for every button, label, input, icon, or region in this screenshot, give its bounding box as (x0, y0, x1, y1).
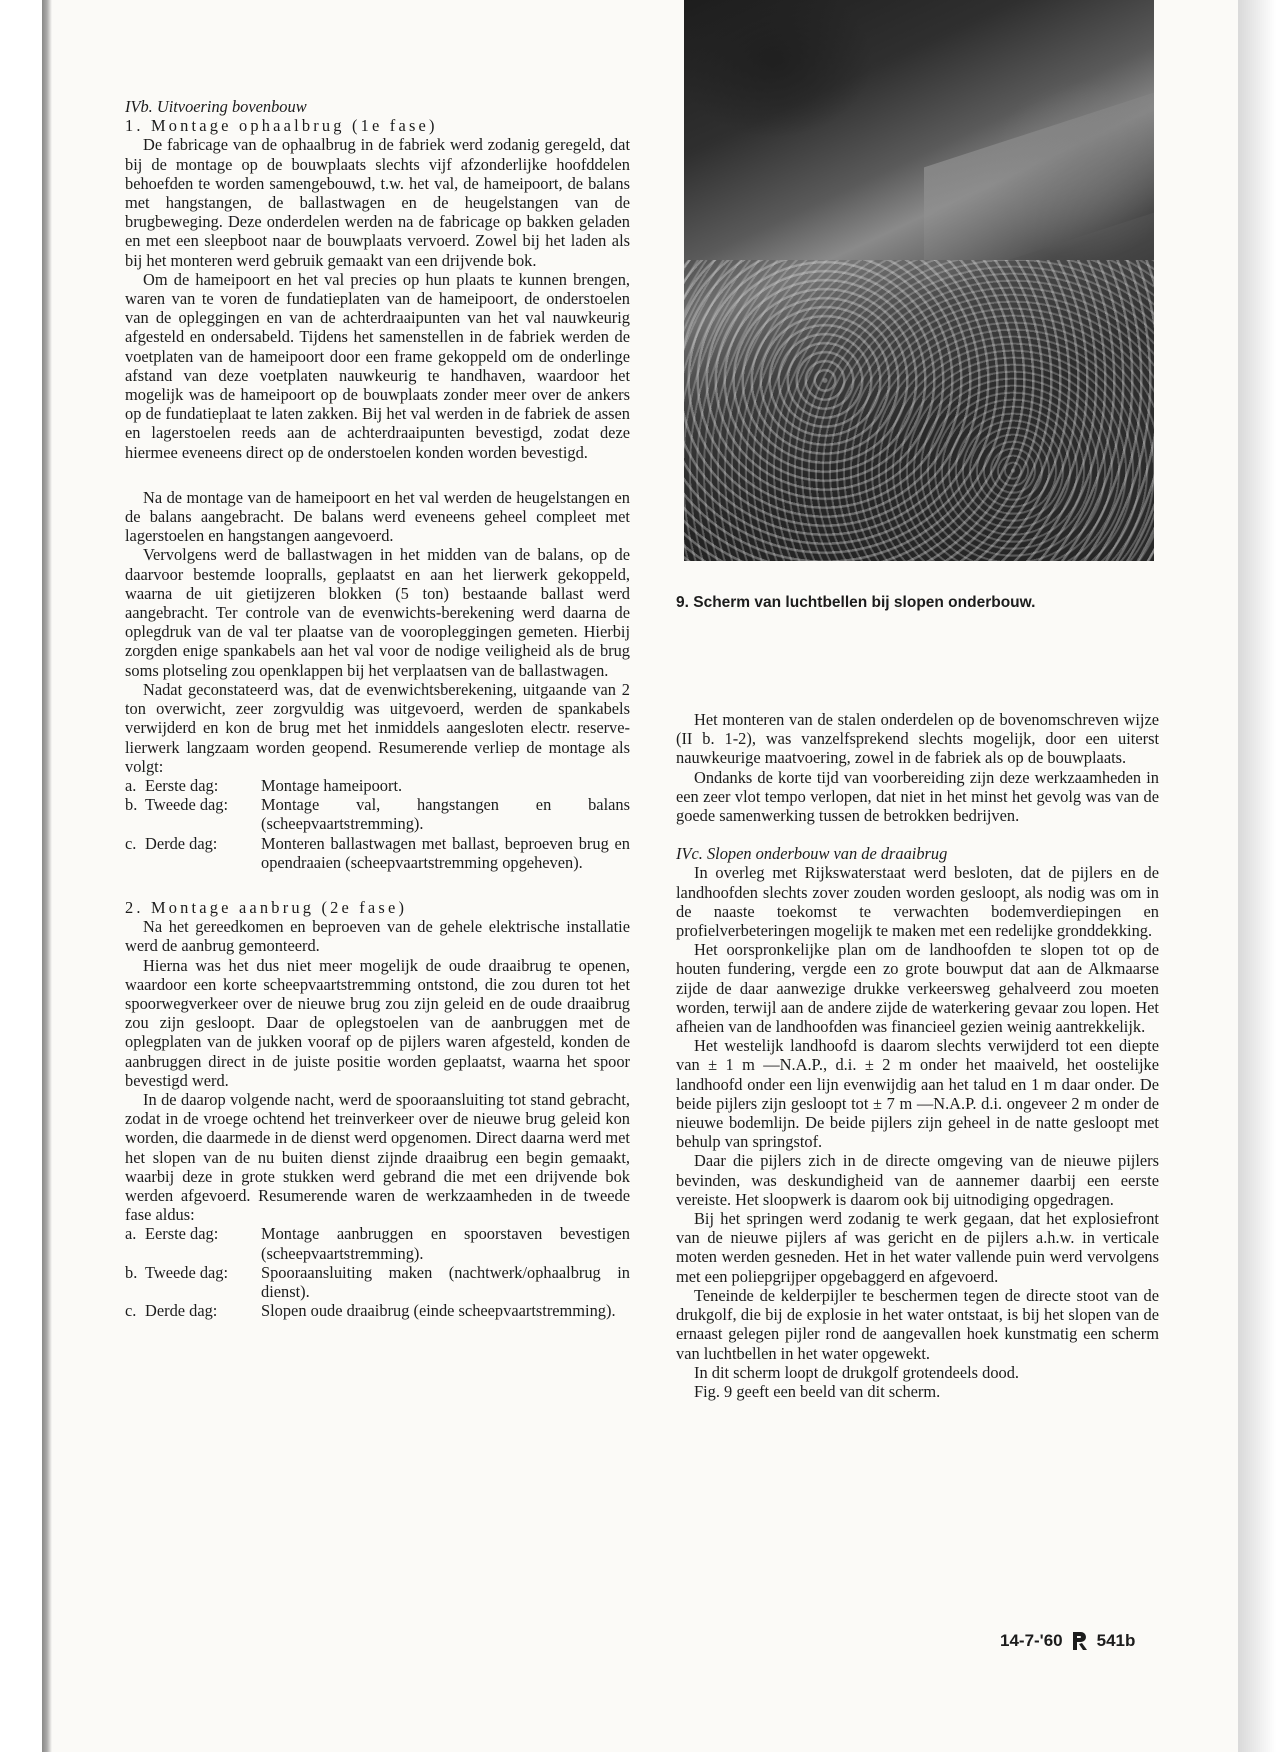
paragraph: Daar die pijlers zich in de directe omgeving van de nieuwe pijlers bevinden, was deskundigheid van de aannemer daarbij een eerste vereiste. Het sloopwerk is daarom ook bij uitnodiging opgedragen. (676, 1151, 1159, 1209)
schedule-text: Monteren ballastwagen met ballast, beproeven brug en opendraaien (scheepvaartstremming opgeheven). (261, 833, 630, 872)
schedule-row (125, 1301, 630, 1320)
paragraph: Nadat geconstateerd was, dat de evenwichtsberekening, uitgaande van 2 ton overwicht, zeer zorgvuldig was uitgevoerd, werden de spankabels verwijderd en kon de brug met het inmiddels aangesloten electr. reserve-lierwerk langzaam worden geopend. Resumerende verliep de montage als volgt: (125, 679, 630, 776)
photo-air-bubble-screen (684, 260, 1154, 561)
paragraph: In overleg met Rijkswaterstaat werd besloten, dat de pijlers en de landhoofden slechts zover zouden worden gesloopt, als nodig was om in de naaste toekomst te verwachten bodemverdiepingen en profielverbeteringen mogelijk te maken met een redelijke gronddekking. (676, 863, 1159, 941)
schedule-row (125, 834, 630, 872)
paragraph: Het oorspronkelijke plan om de landhoofden te slopen tot op de houten fundering, vergde een zo grote bouwput dat aan de Alkmaarse zijde de daar aanwezige drukke verkeersweg gehalveerd zou moeten worden, terwijl aan de andere zijde de waterkering gevaar zou lopen. Het afheien van de landhoofden was financieel gezien weinig aantrekkelijk. (676, 940, 1159, 1037)
paragraph: Hierna was het dus niet meer mogelijk de oude draaibrug te openen, waardoor een korte scheepvaartstremming ontstond, die zou duren tot het spoorwegverkeer over de nieuwe brug zou zijn geleid en de oude draaibrug zou zijn gesloopt. Daar de oplegstoelen van de aanbruggen met de oplegplaten van de jukken vooraf op de pijlers waren afgesteld, konden de aanbruggen direct in de juiste positie worden geplaatst, waarna het spoor bevestigd werd. (125, 955, 630, 1090)
schedule-day: Eerste dag: (145, 1224, 219, 1244)
publisher-logo-icon (1071, 1631, 1089, 1651)
paragraph: Teneinde de kelderpijler te beschermen tegen de directe stoot van de drukgolf, die bij de explosie in het water ontstaat, is bij het slopen van de ernaast gelegen pijler rond de aangevallen hoek kunstmatig een scherm van luchtbellen in het water opgewekt. (676, 1285, 1159, 1363)
schedule-row (125, 795, 630, 833)
footer-date: 14-7-'60 (1000, 1631, 1063, 1650)
heading-montage-ophaalbrug: 1. Montage ophaalbrug (1e fase) (125, 116, 438, 136)
paragraph: In de daarop volgende nacht, werd de spooraansluiting tot stand gebracht, zodat in de vroege ochtend het treinverkeer over de nieuwe brug geleid kon worden, die daarmede in de dienst werd opgenomen. Direct daarna werd met het slopen van de nu buiten dienst zijnde draaibrug een begin gemaakt, waarbij deze in grote stukken werd gebrand die met een drijvende bok werden afgevoerd. Resumerende waren de werkzaamheden in de tweede fase aldus: (125, 1089, 630, 1225)
page-left-edge-shadow (42, 0, 52, 1752)
paragraph: Om de hameipoort en het val precies op hun plaats te kunnen brengen, waren van te voren de fundatieplaten van de hameipoort, de onderstoelen van de opleggingen en van de achterdraaipunten van het val nauwkeurig afgesteld en ondersabeld. Tijdens het samenstellen in de fabriek werden de voetplaten van de hameipoort door een frame gekoppeld om de onderlinge afstand van deze voetplaten nauwkeurig te handhaven, waardoor het mogelijk was de hameipoort op de bouwplaats zonder meer over de ankers op de fundatieplaat te laten zakken. Bij het val werden in de fabriek de assen en lagerstoelen reeds aan de achterdraaipunten bevestigd, zodat deze hiermee eveneens direct op de onderstoelen konden worden bevestigd. (125, 269, 630, 462)
paragraph: Het westelijk landhoofd is daarom slechts verwijderd tot een diepte van ± 1 m —N.A.P., d.i. ± 2 m onder het maaiveld, het oostelijke landhoofd onder een lijn evenwijdig aan het talud en 1 m daar onder. De beide pijlers zijn gesloopt tot ± 7 m —N.A.P. d.i. ongeveer 2 m onder de nieuwe bodemlijn. De beide pijlers zijn geheel in de natte gesloopt met behulp van springstof. (676, 1036, 1159, 1152)
schedule-letter: b. (125, 795, 138, 815)
schedule-row (125, 1224, 630, 1262)
photo-wall-shape (924, 93, 1154, 288)
right-column (676, 710, 1159, 1401)
schedule-text: Montage aanbruggen en spoorstaven bevestigen (scheepvaartstremming). (261, 1224, 630, 1263)
schedule-day: Tweede dag: (145, 1262, 229, 1282)
section-title-ivb: IVb. Uitvoering bovenbouw (125, 97, 307, 116)
schedule-letter: a. (125, 775, 137, 795)
figure-9-caption: 9. Scherm van luchtbellen bij slopen onderbouw. (676, 594, 1036, 611)
page-right-edge (1238, 0, 1276, 1752)
paragraph: Ondanks de korte tijd van voorbereiding zijn deze werkzaamheden in een zeer vlot tempo verlopen, dat niet in het minst het gevolg was van de goede samenwerking tussen de betrokken bedrijven. (676, 767, 1159, 826)
paragraph: Na de montage van de hameipoort en het val werden de heugelstangen en de balans aangebracht. De balans werd eveneens geheel compleet met lagerstoelen en hangstangen aangevoerd. (125, 487, 630, 546)
left-column (125, 97, 630, 1320)
schedule-day: Derde dag: (145, 1301, 218, 1321)
schedule-letter: a. (125, 1224, 137, 1244)
schedule-letter: c. (125, 1301, 137, 1321)
page-footer (1000, 1631, 1170, 1651)
paragraph: In dit scherm loopt de drukgolf grotendeels dood. (694, 1362, 1020, 1382)
schedule-text: Montage val, hangstangen en balans (scheepvaartstremming). (261, 795, 630, 834)
heading-montage-aanbrug: 2. Montage aanbrug (2e fase) (125, 897, 408, 917)
schedule-letter: b. (125, 1262, 138, 1282)
schedule-row (125, 1263, 630, 1301)
paragraph: Na het gereedkomen en beproeven van de gehele elektrische installatie werd de aanbrug gemonteerd. (125, 917, 630, 956)
schedule-day: Eerste dag: (145, 775, 219, 795)
figure-9-photo (684, 0, 1154, 561)
schedule-text: Spooraansluiting maken (nachtwerk/ophaalbrug in dienst). (261, 1262, 630, 1301)
paragraph: Bij het springen werd zodanig te werk gegaan, dat het explosiefront van de nieuwe pijlers af was gericht en de pijlers a.h.w. in verticale moten werden gesneden. Het in het water vallende puin werd vervolgens met een poliepgrijper opgebaggerd en afgevoerd. (676, 1209, 1159, 1286)
paragraph: Vervolgens werd de ballastwagen in het midden van de balans, op de daarvoor bestemde loopralls, geplaatst en aan het lierwerk gekoppeld, waarna de uit gietijzeren blokken (5 ton) bestaande ballast werd aangebracht. Ter controle van de evenwichts-berekening werd daarna de oplegdruk van de val ter plaatse van de vooropleggingen gemeten. Hierbij zorgden enige spankabels aan het val voor de nodige veiligheid als de brug soms plotseling zou openklappen bij het verplaatsen van de ballastwagen. (125, 545, 630, 680)
footer-page-number: 541b (1096, 1631, 1136, 1650)
schedule-day: Tweede dag: (145, 795, 229, 815)
schedule-text: Montage hameipoort. (261, 775, 403, 795)
schedule-day: Derde dag: (145, 833, 218, 853)
section-title-ivc: IVc. Slopen onderbouw van de draaibrug (676, 844, 948, 864)
paragraph: Het monteren van de stalen onderdelen op de bovenomschreven wijze (II b. 1-2), was vanzelfsprekend slechts mogelijk, door een uiterst nauwkeurige maatvoering, zowel in de fabriek als op de bouwplaats. (676, 710, 1159, 768)
paragraph: Fig. 9 geeft een beeld van dit scherm. (694, 1381, 941, 1401)
schedule-row (125, 776, 630, 795)
schedule-letter: c. (125, 833, 137, 853)
schedule-text: Slopen oude draaibrug (einde scheepvaartstremming). (261, 1301, 616, 1321)
paragraph: De fabricage van de ophaalbrug in de fabriek werd zodanig geregeld, dat bij de montage op de bouwplaats slechts vijf afzonderlijke hoofddelen behoefden te worden samengebouwd, t.w. het val, de hameipoort, de balans met hangstangen, de ballastwagen en de heugelstangen van de brugbeweging. Deze onderdelen werden na de fabricage op bakken geladen en met een sleepboot naar de bouwplaats vervoerd. Zowel bij het laden als bij het monteren werd gebruik gemaakt van een drijvende bok. (125, 135, 630, 270)
